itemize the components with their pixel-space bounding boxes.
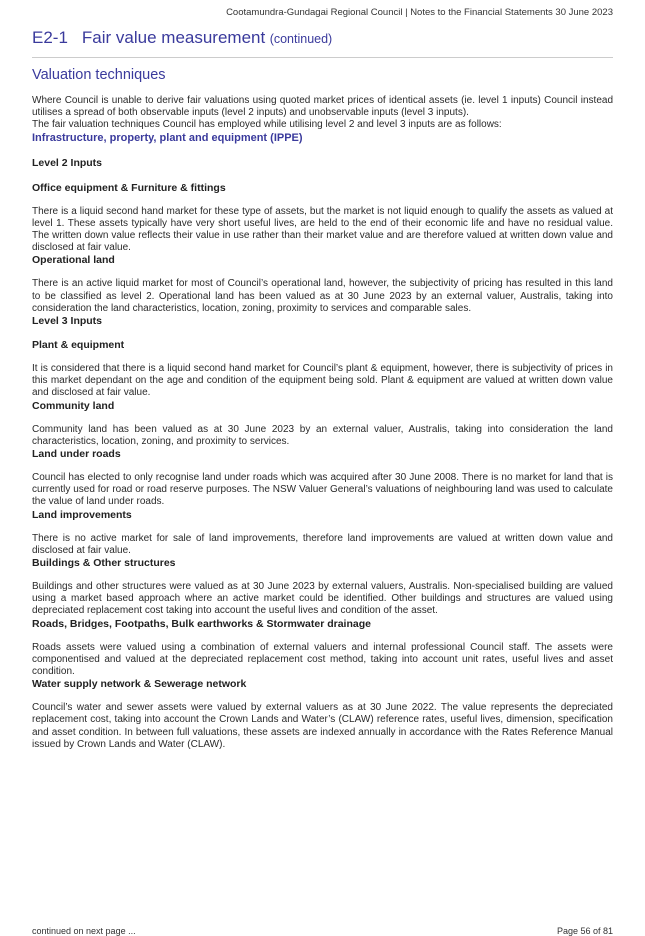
document-body bbox=[32, 67, 613, 751]
intro-paragraph-2: The fair valuation techniques Council has employed while utilising level 2 and level 3 inputs are as follows: bbox=[32, 119, 502, 131]
roads-paragraph: Roads assets were valued using a combination of external valuers and internal professional Council staff. The assets were componentised and valued at the depreciated replacement cost method, taking into account unit rates, useful lives and asset condition. bbox=[32, 641, 613, 678]
note-title: Fair value measurement bbox=[81, 28, 266, 47]
community-land-paragraph: Community land has been valued as at 30 June 2023 by an external valuer, Australis, taking into consideration the land characteristics, location, zoning, and proximity to services. bbox=[32, 423, 613, 447]
section-heading: Valuation techniques bbox=[32, 67, 166, 83]
continued-label: (continued) bbox=[269, 32, 333, 46]
water-paragraph: Council’s water and sewer assets were valued by external valuers as at 30 June 2022. The value represents the depreciated replacement cost, taking into account the Crown Lands and Water’s (CLAW) reference rates, useful lives, dimension, specification and asset condition. In between full valuations, these assets are indexed annually in accordance with the Rates Reference Manual issued by Crown Lands and Water (CLAW). bbox=[32, 702, 613, 750]
operational-land-paragraph: There is an active liquid market for most of Council’s operational land, however, the subjectivity of pricing has resulted in this land to be classified as level 2. Operational land has been valued as at 30 June 2023 by an external valuer, Australis, taking into consideration the land characteristics, location, zoning, proximity to services and comparable sales. bbox=[32, 278, 613, 314]
page-number: Page 56 of 81 bbox=[556, 926, 613, 936]
roads-heading: Roads, Bridges, Footpaths, Bulk earthworks & Stormwater drainage bbox=[32, 617, 371, 630]
office-heading: Office equipment & Furniture & fittings bbox=[32, 181, 226, 194]
note-code: E2-1 bbox=[32, 28, 68, 47]
level2-heading: Level 2 Inputs bbox=[32, 156, 103, 169]
operational-land-heading: Operational land bbox=[32, 254, 115, 267]
page-title bbox=[32, 28, 613, 48]
water-heading: Water supply network & Sewerage network bbox=[32, 678, 247, 691]
running-header: Cootamundra-Gundagai Regional Council | Notes to the Financial Statements 30 June 2023 bbox=[226, 7, 613, 18]
buildings-paragraph: Buildings and other structures were valued as at 30 June 2023 by external valuers, Australis. Non-specialised building are valued using a market based approach where an active market could be identified. Other buildings and structures are valued using depreciated replacement cost taking into account the useful lives and condition of the asset. bbox=[32, 581, 613, 617]
land-under-roads-paragraph: Council has elected to only recognise land under roads which was acquired after 30 June 2008. There is no market for land that is currently used for road or road reserve purposes. The NSW Valuer General’s valuations of neighbouring land was used to calculate the value of land under roads. bbox=[32, 472, 613, 508]
land-improvements-paragraph: There is no active market for sale of land improvements, therefore land improvements are valued at written down value and disclosed at fair value. bbox=[32, 532, 613, 556]
ippe-heading: Infrastructure, property, plant and equipment (IPPE) bbox=[32, 131, 303, 144]
intro-paragraph: Where Council is unable to derive fair valuations using quoted market prices of identical assets (ie. level 1 inputs) Council instead utilises a spread of both observable inputs (level 2 inputs) and unobservable inputs (level 3 inputs). bbox=[32, 95, 613, 119]
plant-heading: Plant & equipment bbox=[32, 339, 125, 352]
community-land-heading: Community land bbox=[32, 399, 115, 412]
title-divider bbox=[32, 57, 613, 58]
continued-footer: continued on next page ... bbox=[32, 926, 136, 936]
office-paragraph: There is a liquid second hand market for these type of assets, but the market is not liquid enough to qualify the assets as valued at level 1. These assets typically have very short useful lives, are held to the end of their economic life and have no residual value. The written down value reflects their value in use rather than their market value and are therefore valued at written down value and disclosed at fair value. bbox=[32, 205, 613, 254]
land-improvements-heading: Land improvements bbox=[32, 508, 132, 521]
land-under-roads-heading: Land under roads bbox=[32, 448, 121, 461]
level3-heading: Level 3 Inputs bbox=[32, 315, 103, 328]
buildings-heading: Buildings & Other structures bbox=[32, 557, 176, 570]
plant-paragraph: It is considered that there is a liquid second hand market for Council’s plant & equipment, however, there is subjectivity of prices in this market dependant on the age and condition of the equipment being sold. Plant & equipment are valued at written down value and disclosed at fair value. bbox=[32, 363, 613, 399]
